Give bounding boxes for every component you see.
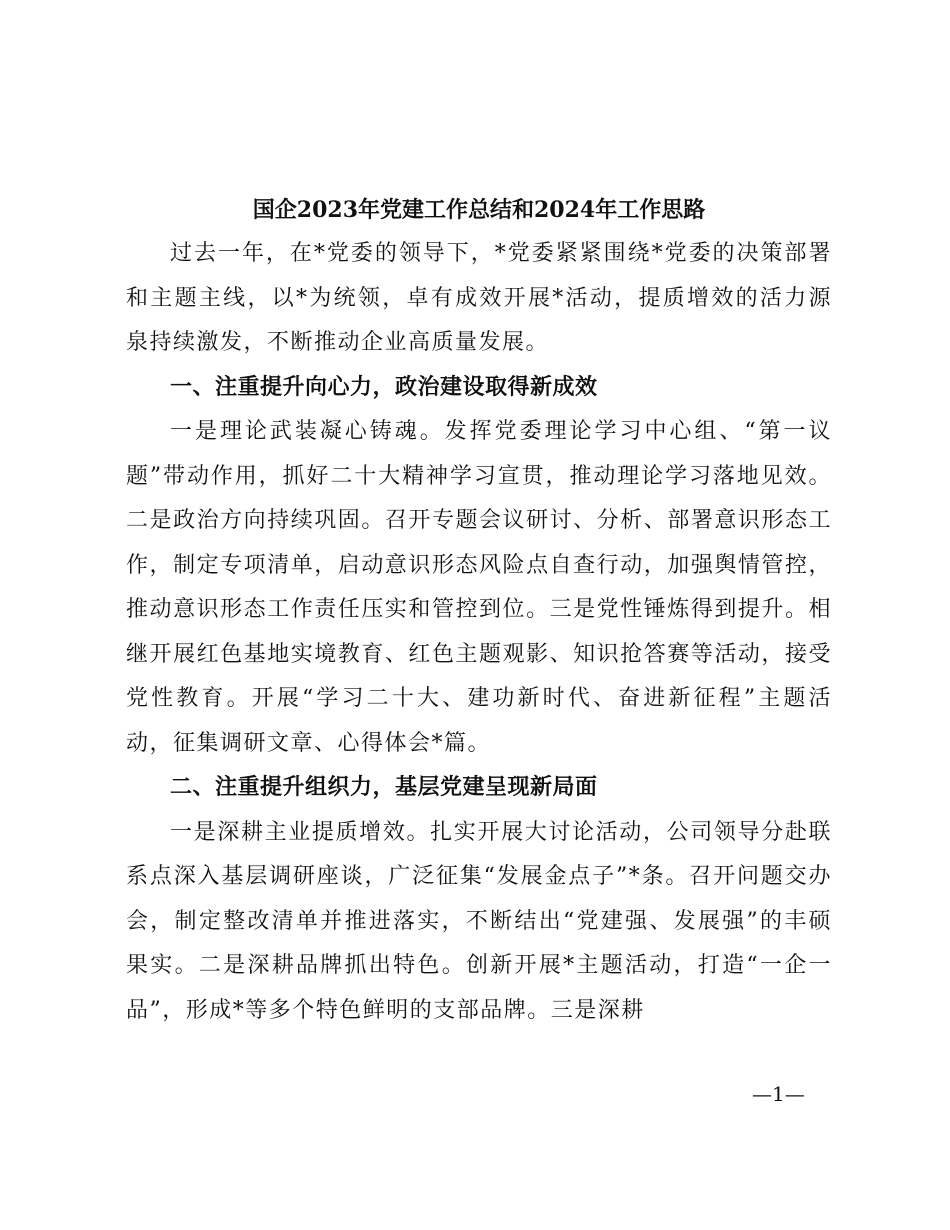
section-body-2: 一是深耕主业提质增效。扎实开展大讨论活动，公司领导分赴联系点深入基层调研座谈，广泛征集“发展金点子”*条。召开问题交办会，制定整改清单并推进落实，不断结出“党建强、发展强”的丰硕果实。二是深耕品牌抓出特色。创新开展*主题活动，打造“一企一品”，形成*等多个特色鲜明的支部品牌。三是深耕	[126, 819, 832, 1023]
document-body	[126, 188, 832, 1033]
section-heading-1: 一、注重提升向心力，政治建设取得新成效	[170, 374, 598, 400]
section-body-1: 一是理论武装凝心铸魂。发挥党委理论学习中心组、“第一议题”带动作用，抓好二十大精神学习宣贯，推动理论学习落地见效。二是政治方向持续巩固。召开专题会议研讨、分析、部署意识形态工作，制定专项清单，启动意识形态风险点自查行动，加强舆情管控，推动意识形态工作责任压实和管控到位。三是党性锤炼得到提升。相继开展红色基地实境教育、红色主题观影、知识抢答赛等活动，接受党性教育。开展“学习二十大、建功新时代、奋进新征程”主题活动，征集调研文章、心得体会*篇。	[126, 419, 832, 756]
intro-paragraph: 过去一年，在*党委的领导下，*党委紧紧围绕*党委的决策部署和主题主线，以*为统领，卓有成效开展*活动，提质增效的活力源泉持续激发，不断推动企业高质量发展。	[126, 241, 832, 355]
section-heading-2: 二、注重提升组织力，基层党建呈现新局面	[170, 775, 598, 800]
document-title: 国企2023年党建工作总结和2024年工作思路	[252, 197, 706, 223]
page-number: —1—	[752, 1082, 805, 1106]
